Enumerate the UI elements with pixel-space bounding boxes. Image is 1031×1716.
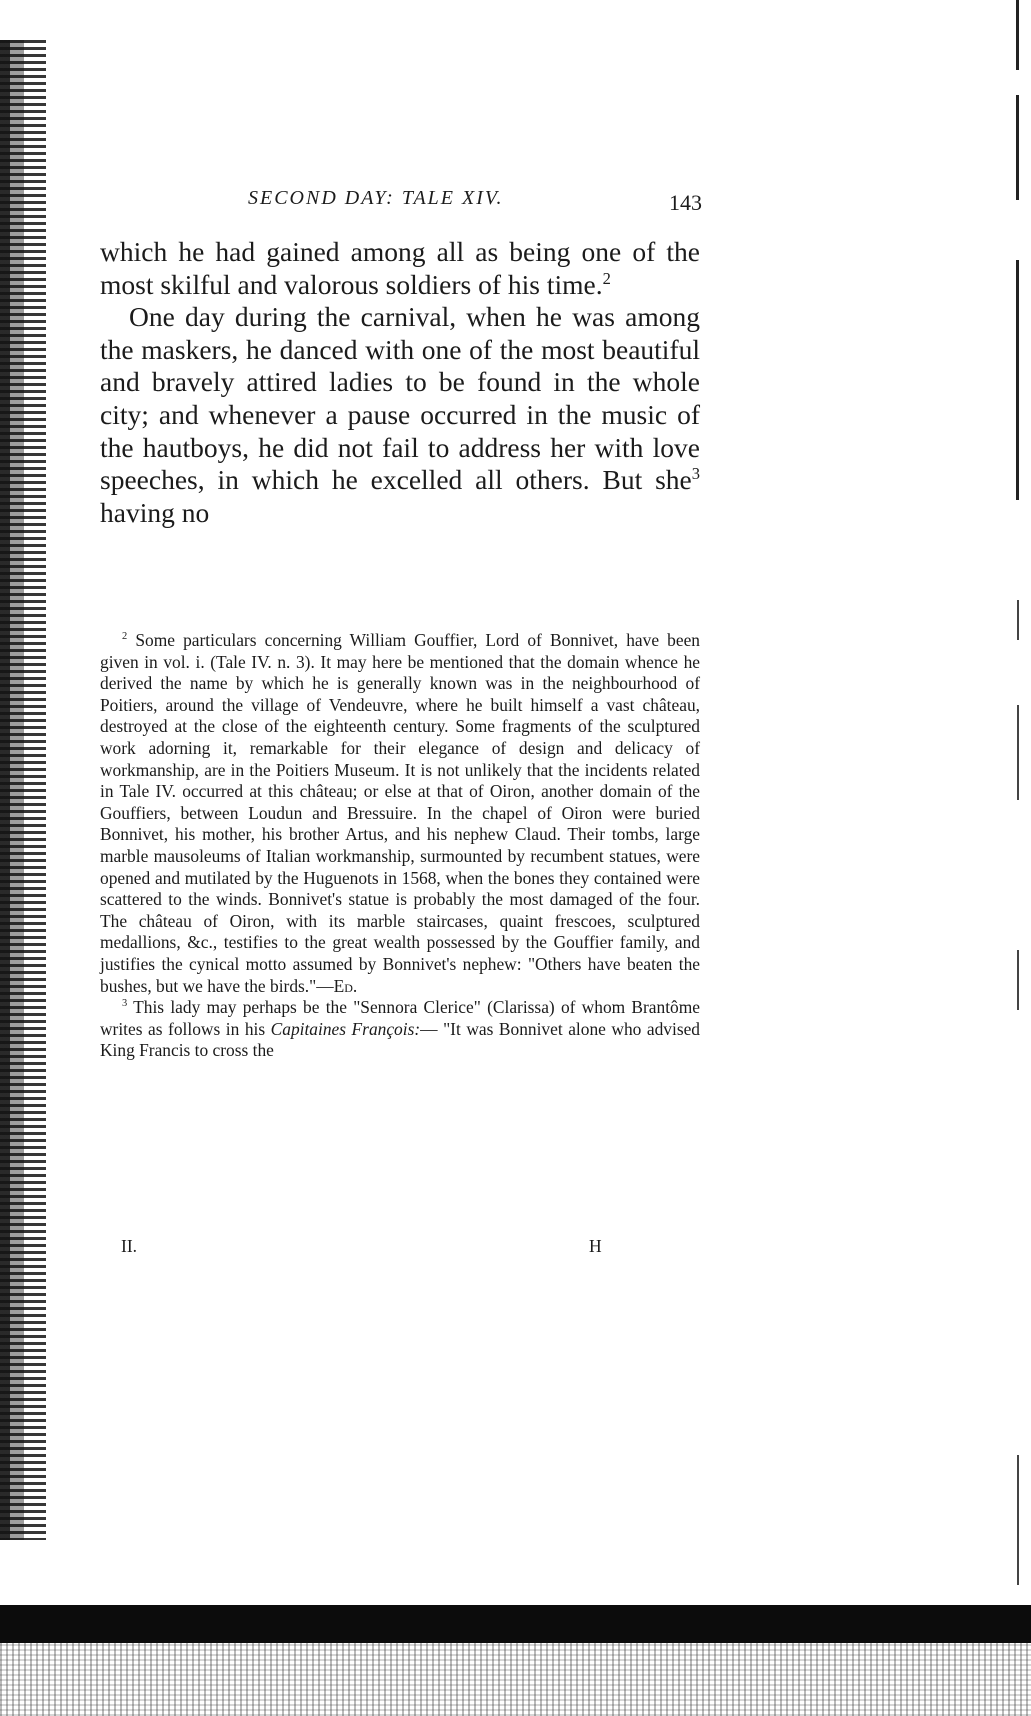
running-title: SECOND DAY: TALE XIV. <box>248 187 504 209</box>
page-number: 143 <box>669 190 702 215</box>
footnote-3-text: This lady may perhaps be the "Sennora Clerice" (Clarissa) of whom Brantôme writes as follows in his <box>100 997 700 1039</box>
paragraph-1-text: which he had gained among all as being one of the most skilful and valorous soldiers of his time. <box>100 236 700 300</box>
signature-letter: H <box>589 1236 602 1256</box>
footnote-2-text: Some particulars concerning William Gouffier, Lord of Bonnivet, have been given in vol. i. (Tale IV. n. 3). It may here be mentioned that the domain whence he derived the name by which he is generally known was in the neighbourhood of Poitiers, around the village of Vendeuvre, where he built himself a vast château, destroyed at the close of the eighteenth century. Some fragments of the sculptured work adorning it, remarkable for their elegance of design and delicacy of workmanship, are in the Poitiers Museum. It is not unlikely that the incidents related in Tale IV. occurred at this château; or else at that of Oiron, another domain of the Gouffiers, between Loudun and Bressuire. In the chapel of Oiron were buried Bonnivet, his mother, his brother Artus, and his nephew Claud. Their tombs, large marble mausoleums of Italian workmanship, surmounted by recumbent statues, were opened and mutilated by the Huguenots in 1568, when the bones they contained were scattered to the winds. Bonnivet's statue is probably the most damaged of the four. The château of Oiron, with its marble staircases, quaint frescoes, sculptured medallions, &c., testifies to the great wealth possessed by the Gouffier family, and justifies the cynical motto assumed by Bonnivet's nephew: "Others have beaten the bushes, but we have the birds."— <box>100 630 700 996</box>
editor-signoff: Ed. <box>333 975 358 996</box>
footnote-3-number: 3 <box>122 998 128 1010</box>
printer-signature <box>100 1236 700 1262</box>
footnote-ref-3: 3 <box>691 464 700 483</box>
footnote-2-number: 2 <box>122 631 128 643</box>
footnote-3 <box>100 997 700 1062</box>
paragraph-2-tail: having no <box>100 496 210 528</box>
scan-right-edge <box>991 0 1031 1716</box>
scan-binding-edge <box>0 40 46 1540</box>
paragraph-2-text: One day during the carnival, when he was among the maskers, he danced with one of the most beautiful and bravely attired ladies to be found in the whole city; and whenever a pause occurred in the music of the hautboys, he did not fail to address her with love speeches, in which he excelled all others. But she <box>100 301 700 496</box>
paragraph-continuation <box>100 236 700 301</box>
footnotes <box>100 630 700 1062</box>
paragraph-carnival <box>100 301 700 529</box>
scan-bottom-band <box>0 1605 1031 1643</box>
body-text <box>100 236 700 529</box>
running-head <box>100 187 700 221</box>
volume-mark: II. <box>121 1236 138 1256</box>
footnote-ref-2: 2 <box>602 268 611 288</box>
footnote-2 <box>100 630 700 997</box>
footnote-3-quote: — "It was Bonnivet alone who advised King Francis to cross the <box>100 1018 700 1061</box>
footnote-3-book-title: Capitaines François: <box>270 1018 421 1039</box>
scan-bottom-noise <box>0 1643 1031 1716</box>
